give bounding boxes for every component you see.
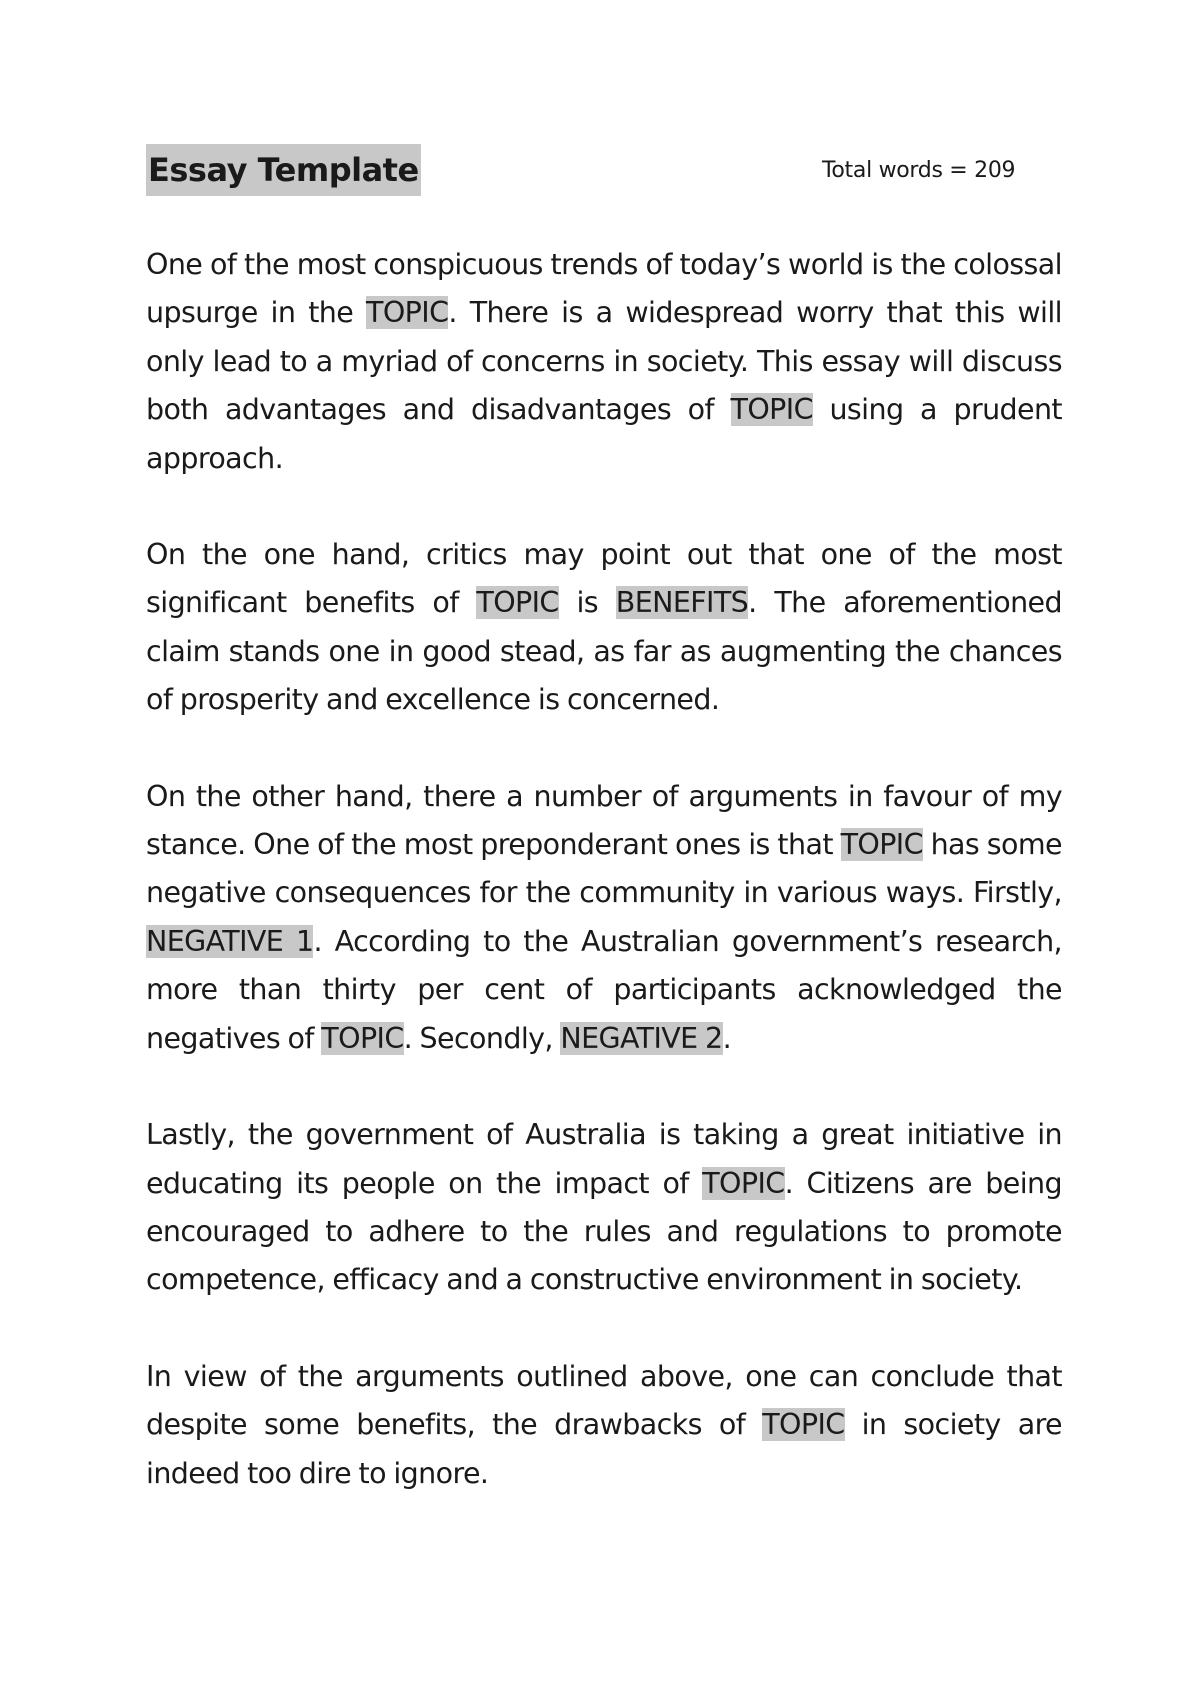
paragraph-text: . bbox=[722, 1021, 732, 1055]
paragraph-government bbox=[146, 1111, 1062, 1305]
paragraph-text: . The aforementioned claim stands one in good stead, as far as augmenting the chances of prosperity and excellence is concerned. bbox=[146, 586, 1062, 717]
paragraph-benefits bbox=[146, 531, 1062, 725]
paragraph-text: is bbox=[558, 586, 616, 620]
placeholder-highlight: TOPIC bbox=[476, 586, 559, 620]
word-count: Total words = 209 bbox=[822, 158, 1016, 183]
paragraph-introduction bbox=[146, 241, 1062, 483]
placeholder-highlight: BENEFITS bbox=[615, 586, 749, 620]
essay-body bbox=[146, 241, 1062, 1546]
placeholder-highlight: TOPIC bbox=[762, 1408, 845, 1442]
placeholder-highlight: TOPIC bbox=[840, 828, 923, 862]
paragraph-text: in society are indeed too dire to ignore. bbox=[146, 1408, 1062, 1490]
placeholder-highlight: TOPIC bbox=[730, 393, 813, 427]
paragraph-text: On the other hand, there a number of arguments in favour of my stance. One of the most preponderant ones is that bbox=[146, 779, 1062, 862]
paragraph-text: . Secondly, bbox=[403, 1021, 561, 1055]
paragraph-text: In view of the arguments outlined above, one can conclude that despite some benefits, the drawbacks of bbox=[146, 1359, 1062, 1442]
placeholder-highlight: NEGATIVE 2 bbox=[560, 1021, 723, 1055]
placeholder-highlight: NEGATIVE 1 bbox=[146, 924, 314, 958]
paragraph-text: using a prudent approach. bbox=[146, 393, 1062, 475]
placeholder-highlight: TOPIC bbox=[702, 1166, 785, 1200]
paragraph-text: Lastly, the government of Australia is taking a great initiative in educating its people on the impact of bbox=[146, 1118, 1062, 1200]
placeholder-highlight: TOPIC bbox=[366, 296, 449, 330]
paragraph-text: has some negative consequences for the community in various ways. Firstly, bbox=[146, 828, 1062, 910]
title-row bbox=[146, 144, 1062, 196]
placeholder-highlight: TOPIC bbox=[321, 1021, 404, 1055]
paragraph-text: . Citizens are being encouraged to adhere to the rules and regulations to promote competence, efficacy and a constructive environment in society. bbox=[146, 1166, 1062, 1297]
paragraph-text: One of the most conspicuous trends of today’s world is the colossal upsurge in the bbox=[146, 248, 1062, 330]
paragraph-negatives bbox=[146, 773, 1062, 1063]
essay-title: Essay Template bbox=[146, 144, 421, 196]
paragraph-conclusion bbox=[146, 1353, 1062, 1498]
paragraph-text: On the one hand, critics may point out that one of the most significant benefits of bbox=[146, 538, 1062, 620]
paragraph-text: . There is a widespread worry that this will only lead to a myriad of concerns in society. This essay will discuss both advantages and disadvantages of bbox=[146, 296, 1062, 427]
paragraph-text: . According to the Australian government’s research, more than thirty per cent of participants acknowledged the negatives of bbox=[146, 924, 1062, 1055]
